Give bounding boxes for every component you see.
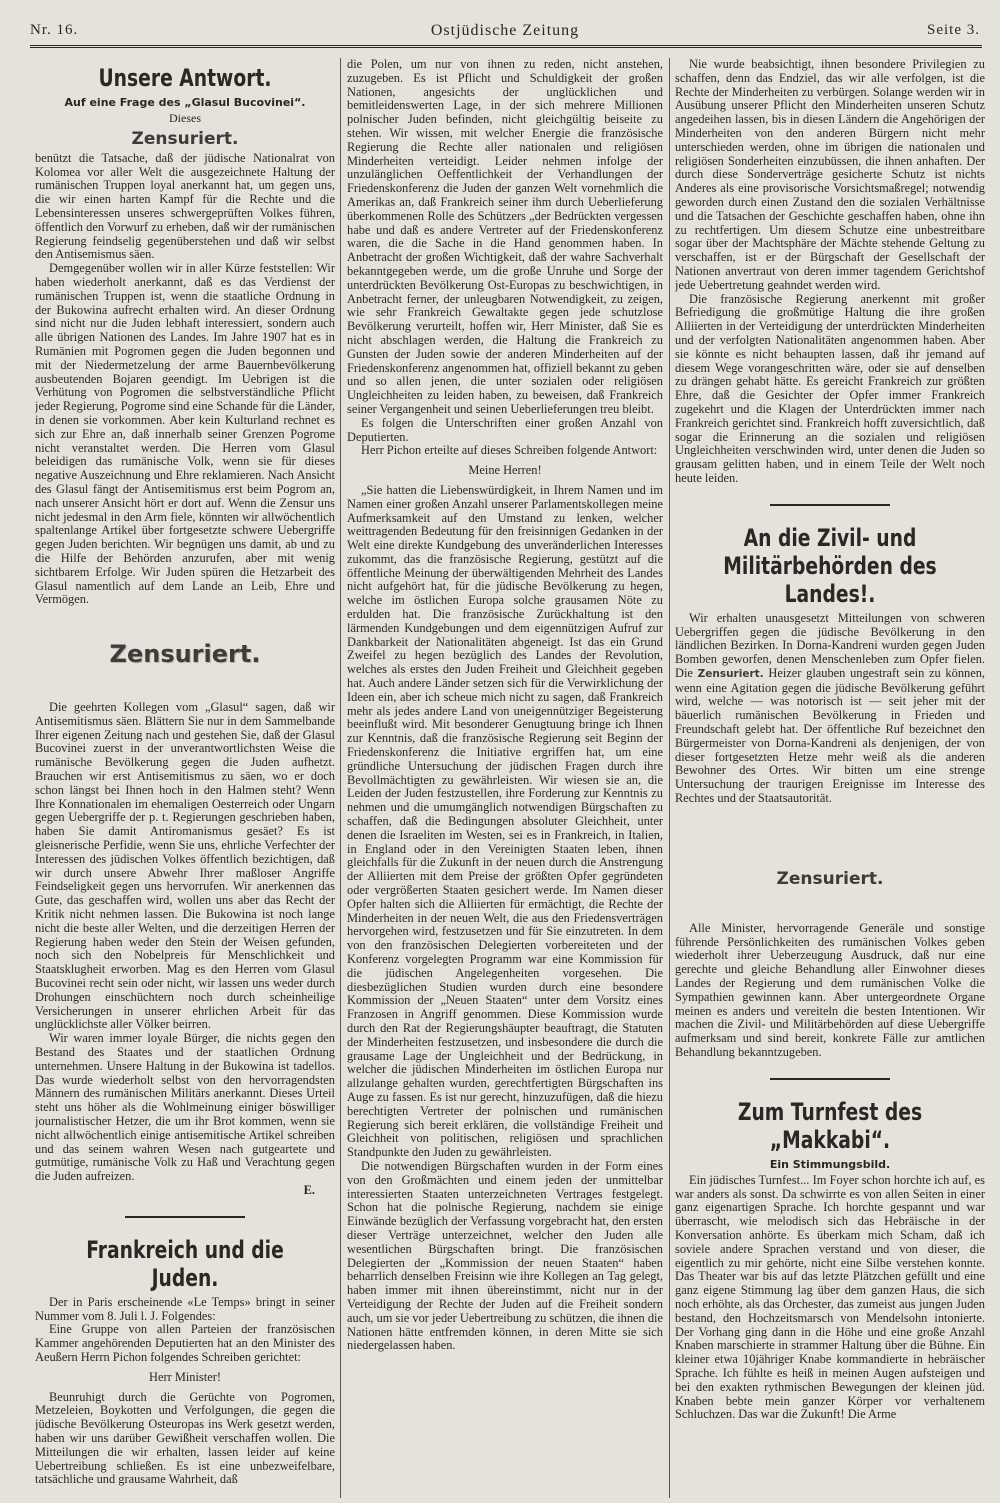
page-header: [30, 20, 980, 44]
paragraph: Die französische Regierung anerkennt mit großer Befriedigung die großmütige Haltung die ihre großen Alliierten in der Verteidigung der unterdrückten Minderheiten und der verfolgten Nationalitäten angenommen haben. Aber sie könnte es nicht behaupten lassen, daß ihr jemand auf diesem Wege vorangeschritten wäre, oder sie auf denselben zu drängen gehabt hätte. Es gereicht Frankreich zur größten Ehre, daß die Gesichter der Opfer immer Frankreich zugekehrt und die Klagen der Unterdrückten immer nach Frankreich gerichtet sind. Frankreich hofft zuversichtlich, daß sogar die Erinnerung an die sozialen und religiösen Ungleichheiten verschwinden wird, unter denen die Juden so grausam gelitten haben, und in einem Teile der Welt noch heute leiden.: [675, 291, 985, 485]
paragraph: Wir waren immer loyale Bürger, die nichts gegen den Bestand des Staates und der staatlichen Ordnung unternehmen. Unsere Haltung in der Bukowina ist tadellos. Das wurde wiederholt selbst von den hervorragendsten Männern des rumänischen Militärs anerkannt. Dieses Urteil steht uns höher als die Wohlmeinung einiger böswilliger journalistischer Hetzer, die um ihr Brot kommen, wenn sie nicht allwöchentlich einige antisemitische Artikel schreiben und das seinem wahren Wesen nach gutgeartete und gutmütige, rumänische Volk zu Haß und Verachtung gegen die Juden aufreizen.: [35, 1031, 335, 1184]
paragraph: Der in Paris erscheinende «Le Temps» bringt in seiner Nummer vom 8. Juli l. J. Folgendes:: [35, 1294, 335, 1323]
paragraph: [675, 612, 985, 806]
paragraph: Es folgen die Unterschriften einer großen Anzahl von Deputierten.: [347, 415, 663, 444]
newspaper-title: Ostjüdische Zeitung: [430, 22, 580, 39]
column-divider: [669, 58, 670, 1498]
salutation: Herr Minister!: [149, 1369, 221, 1384]
paragraph: Die notwendigen Bürgschaften wurden in der Form eines von den Großmächten und einem jeden der unmittelbar interessierten Staaten unterzeichneten Vertrages festgelegt. Schon hat die polnische Regierung, nachdem sie einige Einwände bezüglich der Verfassung vorgebracht hat, den ersten dieser Verträge unterzeichnet, welcher den Juden alle wesentlichen Bürgschaften bringt. Die französischen Delegierten der „Kommission der neuen Staaten“ haben beharrlich denselben Freisinn wie ihre Kollegen an Tag gelegt, haben immer mit ihnen übereinstimmt, nicht nur in der Verteidigung der Rechte der Juden auf die Freiheit sondern auch, um sie vor jeder Uebertreibung zu schützen, die ihnen die Nationen hätte entfremden können, in deren Mitte sie sich niedergelassen haben.: [347, 1158, 663, 1353]
section-rule: [770, 504, 890, 506]
paragraph: Ein jüdisches Turnfest... Im Foyer schon horchte ich auf, es war anders als sonst. Da schwirrte es von allen Seiten in einer ganz eigenartigen Sprache. Ich horchte gespannt und war überrascht, wie melodisch sich das Hebräische in der Konversation anhörte. Es überkam mich Scham, daß ich soviele andere Sprachen verstand und von dieser, die eigentlich zu mir gehörte, nicht eine Silbe verstehen konnte. Das Theater war bis auf das letzte Plätzchen gefüllt und eine ganz eigene Stimmung lag über dem ganzen Haus, die sich noch erhöhte, als das Orchester, das zumeist aus jungen Juden bestand, den Hochzeitsmarsch von Mendelsohn intonierte. Der Vorhang ging dann in die Höhe und eine große Anzahl Knaben marschierte in strammer Haltung über die Bühne. Ein kleiner etwa 10jähriger Knabe kommandierte in hebräischer Sprache. Ich fühlte es heiß in meinen Augen aufsteigen und bei den exakten rythmischen Bewegungen der kleinen jüd. Knaben bebte mein ganzer Körper vor verhaltenem Schluchzen. Das war die Zukunft! Die Arme: [675, 1172, 985, 1422]
article-title-frankreich: Frankreich und die Juden.: [86, 1235, 284, 1292]
header-rule: [30, 45, 982, 48]
article-title-an-die-behoerden: An die Zivil- und Militärbehörden des Landes!.: [723, 523, 937, 608]
author-signature: E.: [303, 1182, 315, 1197]
column-divider: [340, 58, 341, 1498]
paragraph-part: Heizer glauben ungestraft sein zu können, wenn eine Agitation gegen die jüdische Bevölkerung geführt wird, welche — was notorisch ist — seit jeher mit der bäuerlich rumänischen Bevölkerung in Frieden und Freundschaft gelebt hat. Der öffentliche Ruf bezeichnet den Bürgermeister von Dorna-Kandreni als denjenigen, der von dieser fortgesetzten Hetze mehr weiß als die anderen Bewohner des Ortes. Wir bitten um eine strenge Untersuchung der traurigen Ereignisse im Interesse des Rechtes und der Staatsautorität.: [675, 665, 985, 806]
paragraph: Beunruhigt durch die Gerüchte von Pogromen, Metzeleien, Boykotten und Verfolgungen, die gegen die jüdische Bevölkerung Osteuropas ins Werk gesetzt werden, haben wir uns darüber Gewißheit verschaffen wollen. Die Mitteilungen die wir erhalten, lassen leider auf keine Uebertreibung schließen. Es ist eine unbezweifelbare, tatsächliche und grausame Wahrheit, daß: [35, 1389, 335, 1487]
censored-mark: Zensuriert.: [697, 667, 764, 680]
article-subtitle: Auf eine Frage des „Glasul Bucovinei“.: [64, 96, 306, 109]
censored-mark: Zensuriert.: [109, 640, 261, 669]
article-subtitle: Ein Stimmungsbild.: [769, 1157, 891, 1171]
salutation: Meine Herren!: [468, 463, 542, 478]
paragraph: Alle Minister, hervorragende Generäle und sonstige führende Persönlichkeiten des rumänischen Volkes geben wiederholt ihrer Ueberzeugung Ausdruck, daß nur eine gerechte und gleiche Behandlung aller Einwohner dieses Landes der Regierung und dem rumänischen Volke die Sympathien gewinnen kann. Aber untergeordnete Organe meinen es anders und vereiteln die besten Intentionen. Wir machen die Zivil- und Militärbehörden auf diese Uebergriffe aufmerksam und sind bereit, konkrete Fälle zur amtlichen Behandlung bekanntzugeben.: [675, 920, 985, 1060]
text-fragment: Dieses: [169, 111, 201, 125]
issue-number: Nr. 16.: [30, 22, 79, 38]
paragraph: Nie wurde beabsichtigt, ihnen besondere Privilegien zu schaffen, denn das Endziel, das wir alle verfolgen, ist die Rechte der Minderheiten zu verbürgen. Solange werden wir in Ausübung unserer Pflicht den Minderheiten unseren Schutz angedeihen lassen, bis in diesen Ländern die Angehörigen der Minderheiten von den anderen Bürgern nicht mehr unterschieden werden, ohne im übrigen die nationalen und religiösen Sonderheiten einzubüssen, die ihnen anhaften. Der durch diese Sonderverträge gesicherte Schutz ist nichts Anderes als eine provisorische Vorsichtsmaßregel; notwendig geworden durch einen Zustand den die sozialen Verhältnisse und die Tatsachen der Geschichte geschaffen haben, ohne ihn zu rechtfertigen. Um diesem Schutze eine unbestreitbare sogar über der Machtsphäre der Mächte stehende Geltung zu verschaffen, ist er der Bürgschaft der Gesellschaft der Nationen anvertraut von deren immer tagendem Gerichtshof jede Uebertretung geahndet werden wird.: [675, 58, 985, 292]
page-number: Seite 3.: [927, 22, 980, 38]
paragraph: die Polen, um nur von ihnen zu reden, nicht anstehen, zuzugeben. Es ist Pflicht und Schuldigkeit der großen Nationen, angesichts der unglücklichen und bemitleidenswerten Lage, in der sich mehrere Millionen polnischer Juden befinden, nicht gleichgültig beiseite zu stehen. Wir wissen, mit welcher Energie die französische Regierung die Rechte aller nationalen und religiösen Minderheiten verteidigt. Leider nehmen infolge der unzulänglichen Oeffentlichkeit der Verhandlungen der Friedenskonferenz die Juden der ganzen Welt vornehmlich die Amerikas an, daß Frankreich seiner ihm durch Ueberlieferung überkommenen Rolle des Schützers „der Bedrückten vergessen habe und daß es andere Vertreter auf der Friedenskonferenz waren, die die Sache in die Hand genommen haben. In Anbetracht der großen Wichtigkeit, daß der wahre Sachverhalt bekanntgegeben werde, um die große Unruhe und Sorge der unterdrückten Bevölkerung Ost-Europas zu beschwichtigen, in Anbetracht ferner, der unleugbaren Notwendigkeit, zu zeigen, wie sehr Frankreich Gewaltakte gegen jede schutzlose Bevölkerung verurteilt, hoffen wir, Herr Minister, daß Sie es nicht abschlagen werden, die Haltung die Frankreich zu Gunsten der Juden sowie der anderen Minderheiten auf der Friedenskonferenz angenommen hat, offiziell bekannt zu geben und so allen jenen, die unter sozialen oder religiösen Ungleichheiten zu leiden haben, zu beweisen, daß Frankreich seiner Vergangenheit und seinen Ueberlieferungen treu bleibt.: [347, 58, 663, 416]
section-rule: [125, 1216, 245, 1218]
paragraph: „Sie hatten die Liebenswürdigkeit, in Ihrem Namen und im Namen einer großen Anzahl unserer Parlamentskollegen meine Aufmerksamkeit auf den Umstand zu lenken, welcher weittragenden Bedeutung für den freisinnigen Gedanken in der Welt eine direkte Kundgebung des unveränderlichen Interesses zukommt, das die französische Regierung, gestützt auf die öffentliche Meinung der überwältigenden Mehrheit des Landes nicht aufgehört hat, für die jüdische Bevölkerung zu hegen, welche im östlichen Europa solche grausamen Nöte zu erdulden hat. Die französische Zurückhaltung ist den lärmenden Kundgebungen und dem eigennützigen Aufruf zur Dankbarkeit der Nationalitäten abgeneigt. Ist das ein Grund Zweifel zu hegen bezüglich des Landes der Revolution, welches als erstes den Juden Freiheit und Gleichheit gegeben hat. Auch andere Länder setzen sich für die Verwirklichung der Ideen ein, aber ich scheue mich nicht zu sagen, daß Frankreich mehr als jedes andere Land von uneigennütziger Begeisterung beeinflußt wird. Mit besonderer Genugtuung bringe ich Ihnen zur Kenntnis, daß die französische Regierung seit Beginn der Friedenskonferenz die Initiative ergriffen hat, um eine gründliche Untersuchung der jüdischen Fragen durch ihre Bevollmächtigten zu gewährleisten. Wir wiesen sie an, die Leiden der Juden festzustellen, ihre Forderung zur Kenntnis zu nehmen und die umumgänglich notwendigen Bürgschaften zu schaffen, daß die Bedingungen absoluter Gleichheit, unter denen die Israeliten im Westen, sei es in Frankreich, in Italien, in England oder in den Vereinigten Staaten leben, ihnen gleichfalls für die Zukunft in der neuen durch die Anstrengung der Alliierten mit dem Preise der größten Opfer gegründeten oder vergrößerten Staaten gesichert werde. Im Namen dieser Opfer halten sich die Alliierten für ermächtigt, die Rechte der Minderheiten in der neuen Welt, die aus den Friedensverträgen hervorgehen wird, festzusetzen und für Sie einzutreten. In dem von den französischen Delegierten vorbereiteten und der Konferenz vorgelegten Programm war eine Kommission für die jüdischen Angelegenheiten vorgesehen. Die diesbezüglichen Studien wurden durch eine besondere Kommission der „Neuen Staaten“ unter dem Vorsitz eines Franzosen in Angriff genommen. Diese Kommission wurde durch den Rat der Regierungshäupter beauftragt, die Statuten der Minderheiten festzusetzen, und insbesondere die durch die grausame Lage der Ungleichheit und der Bedrückung, in welcher die jüdischen Minderheiten im östlichen Europa nur allzulange gehalten wurden, gerechtfertigten Bürgschaften ins Auge zu fassen. Es ist nur gerecht, hinzuzufügen, daß die hiezu berechtigten Vertreter der polnischen und rumänischen Regierung sich bereit erklären, die vollständige Freiheit und Gleichheit von politischen, religiösen und sprachlichen Standpunkte den Juden zu gewährleisten.: [347, 482, 663, 1160]
censored-mark: Zensuriert.: [776, 868, 884, 889]
paragraph-part: Wir erhalten unausgesetzt Mitteilungen von schweren Uebergriffen gegen die jüdische Bevölkerung in den ländlichen Bezirken. In Dorna-Kandreni wurden gegen Juden Bomben geworfen, denen Menschenleben zum Opfer fielen. Die: [675, 610, 985, 680]
column-1: [35, 58, 335, 1498]
paragraph: Eine Gruppe von allen Parteien der französischen Kammer angehörenden Deputierten hat an den Minister des Aeußern Herrn Pichon folgendes Schreiben gerichtet:: [35, 1322, 335, 1364]
paragraph: benützt die Tatsache, daß der jüdische Nationalrat von Kolomea vor aller Welt die ausgezeichnete Haltung der rumänischen Truppen loyal anerkannt hat, um gegen uns, die wir einen harten Kampf für die Rechte und die Lebensinteressen unseres schwergeprüften Volkes führen, öffentlich den Vorwurf zu erheben, daß wir der rumänischen Regierung feindselig gegenüberstehen und daß wir selbst den Antisemismus säen.: [35, 150, 335, 262]
paragraph: Herr Pichon erteilte auf dieses Schreiben folgende Antwort:: [361, 443, 658, 458]
section-rule: [770, 1078, 890, 1080]
column-2: [347, 58, 663, 1498]
paragraph: Die geehrten Kollegen vom „Glasul“ sagen, daß wir Antisemitismus säen. Blättern Sie nur in dem Sammelbande Ihrer eigenen Zeitung nach und gestehen Sie, daß der Glasul Bucovinei zuerst in der unverantwortlichsten Weise die rumänische Bevölkerung gegen die Juden aufhetzt. Brauchen wir erst Antisemitismus zu säen, wo er doch schon längst bei Ihnen hoch in den Halmen steht? Wenn Ihre Konnationalen im ehemaligen Oesterreich oder Ungarn gegen Uebergriffe der p. t. Regierungen geschrieben haben, haben Sie damit Antiromanismus gesäet? Es ist gleisnerische Perfidie, wenn Sie uns, ehrliche Verfechter der Interessen des jüdischen Volkes öffentlich bezichtigen, daß wir durch unsere Abwehr Ihrer maßloser Angriffe Feindseligkeit gegen uns hervorrufen. Wir anerkennen das Gute, das geschaffen wird, wollen uns aber das Recht der Kritik nicht nehmen lassen. Die Bukowina ist noch lange nicht die beste aller Welten, und die derzeitigen Herren der Regierung haben weder den Stein der Weisen gefunden, noch sich den Nobelpreis für Menschlichkeit und Staatsklugheit erworben. Mag es den Herren vom Glasul Bucovinei recht sein oder nicht, wir lassen uns weder durch Drohungen einschüchtern noch durch scheinheilige Versicherungen in unserer ehrlichen Arbeit für das unglücklichste aller Völker beirren.: [35, 700, 335, 1032]
column-3: [675, 58, 985, 1498]
article-title-unsere-antwort: Unsere Antwort.: [98, 64, 272, 92]
article-title-turnfest: Zum Turnfest des „Makkabi“.: [737, 1097, 923, 1154]
censored-mark: Zensuriert.: [131, 128, 239, 149]
paragraph: Demgegenüber wollen wir in aller Kürze feststellen: Wir haben wiederholt anerkannt, daß es das Verdienst der rumänischen Truppen ist, wenn die staatliche Ordnung in der Bukowina aufrecht erhalten wird. An dieser Ordnung sind nicht nur die Juden lebhaft interessiert, sondern auch alle übrigen Nationen des Landes. Im Jahre 1907 hat es in Rumänien mit Pogromen gegen die Juden begonnen und mit der Niedermetzelung der arme Bauernbevölkerung ausbeutenden Bojaren geendigt. Im Uebrigen ist die Verhütung von Pogromen die selbstverständliche Pflicht jeder Regierung, Pogrome sind eine Schande für die Länder, in denen sie vorkommen. Aber kein Kulturland rechnet es sich zur Ehre an, daß innerhalb seiner Grenzen Pogrome nicht veranstaltet werden. Die Herren vom Glasul beleidigen das rumänische Volk, wenn sie für dieses negative Auszeichnung und Ehre reklamieren. Nach Ansicht des Glasul fängt der Antisemitismus erst beim Pogrom an, nach unserer Ansicht hört er dort auf. Wenn die Zensur uns nicht jedesmal in den Arm fiele, könnten wir allwöchentlich spaltenlange Artikel über fortgesetzte schwere Uebergriffe gegen Juden berichten. Wir begnügen uns damit, ab und zu die Hilfe der Behörden anzurufen, aber mit wenig sichtbarem Erfolge. Wir Juden spüren die Hetzarbeit des Glasul namentlich auf dem Lande an Leib, Ehre und Vermögen.: [35, 261, 335, 607]
